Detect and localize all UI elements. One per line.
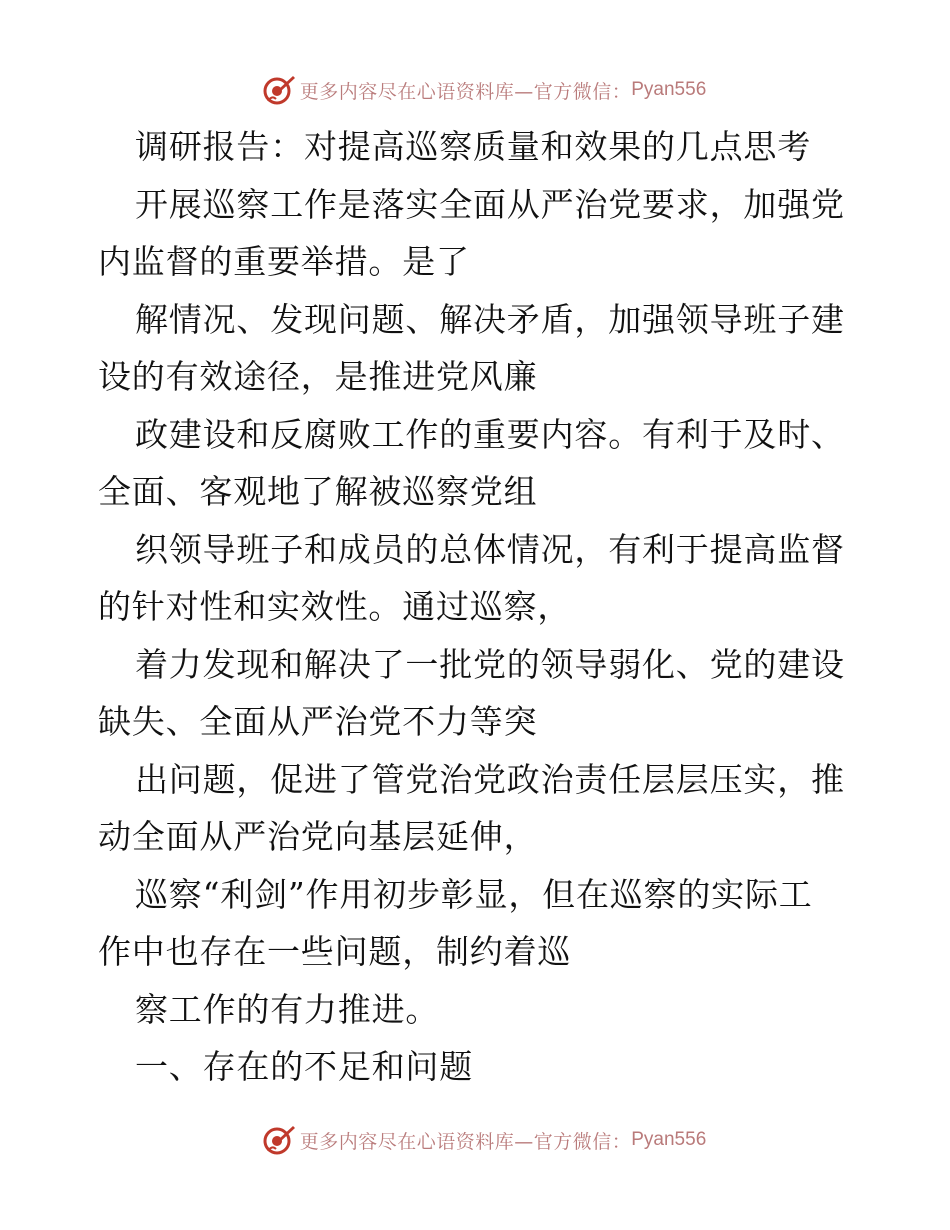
paragraph-line: 设的有效途径，是推进党风廉 bbox=[98, 357, 538, 396]
paragraph-line: 政建设和反腐败工作的重要内容。有利于及时、 bbox=[135, 414, 845, 454]
paragraph-line: 内监督的重要举措。是了 bbox=[98, 242, 470, 281]
paragraph-line: 织领导班子和成员的总体情况，有利于提高监督 bbox=[135, 529, 845, 569]
header-banner bbox=[0, 70, 950, 110]
paragraph-line: 开展巡察工作是落实全面从严治党要求，加强党 bbox=[135, 184, 845, 224]
paragraph-line: 察工作的有力推进。 bbox=[135, 989, 440, 1029]
document-body bbox=[98, 118, 858, 1096]
paragraph-line: 作中也存在一些问题，制约着巡 bbox=[98, 932, 572, 971]
footer-banner bbox=[0, 1120, 950, 1160]
document-title: 调研报告：对提高巡察质量和效果的几点思考 bbox=[135, 127, 811, 166]
pen-logo-icon bbox=[262, 1123, 296, 1157]
paragraph-line: 缺失、全面从严治党不力等突 bbox=[98, 702, 538, 741]
pen-logo-icon bbox=[262, 73, 296, 107]
header-banner-text: 更多内容尽在心语资料库—官方微信： bbox=[299, 80, 632, 103]
paragraph-line: 全面、客观地了解被巡察党组 bbox=[98, 472, 538, 511]
paragraph-line: 巡察“利剑”作用初步彰显，但在巡察的实际工 bbox=[135, 874, 813, 914]
section-heading: 一、存在的不足和问题 bbox=[135, 1047, 473, 1086]
header-banner-content bbox=[262, 73, 707, 107]
paragraph-line: 的针对性和实效性。通过巡察， bbox=[98, 587, 572, 626]
paragraph-line: 解情况、发现问题、解决矛盾，加强领导班子建 bbox=[135, 299, 845, 339]
footer-banner-wechat-id: Pyan556 bbox=[631, 1129, 707, 1150]
header-banner-wechat-id: Pyan556 bbox=[631, 79, 707, 100]
footer-banner-content bbox=[262, 1123, 707, 1157]
paragraph-line: 动全面从严治党向基层延伸， bbox=[98, 817, 538, 856]
paragraph-line: 出问题，促进了管党治党政治责任层层压实，推 bbox=[135, 759, 845, 799]
footer-banner-text: 更多内容尽在心语资料库—官方微信： bbox=[299, 1130, 632, 1153]
paragraph-line: 着力发现和解决了一批党的领导弱化、党的建设 bbox=[135, 644, 845, 684]
